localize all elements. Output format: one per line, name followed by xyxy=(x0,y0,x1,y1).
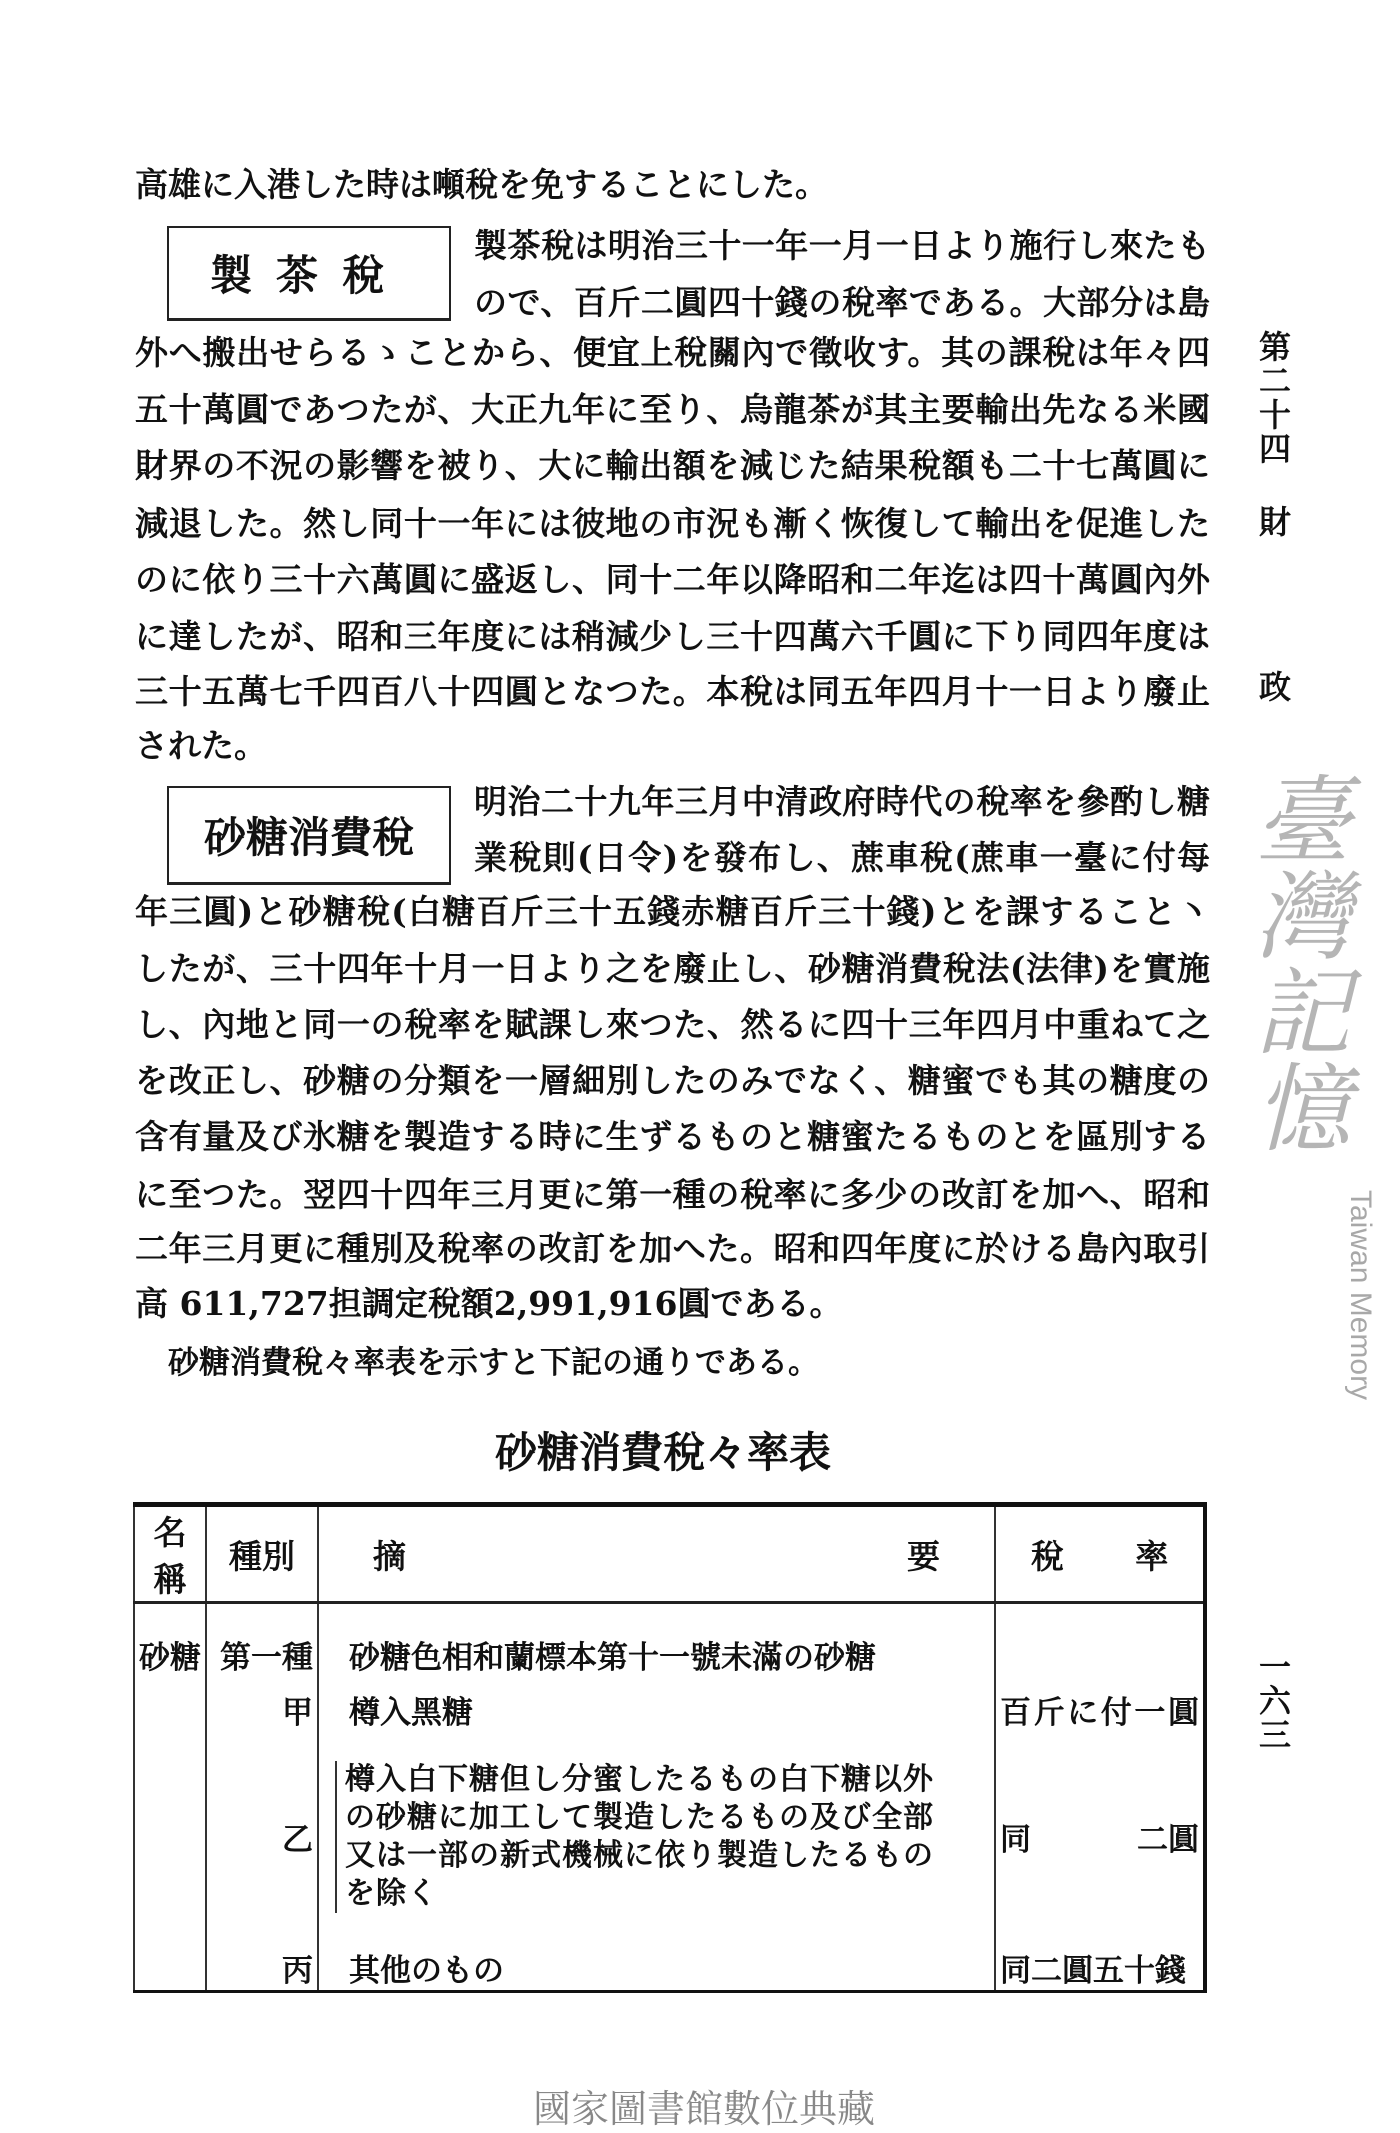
text-line: された。 xyxy=(135,726,267,765)
text-line: ので、百斤二圓四十錢の稅率である。大部分は島 xyxy=(474,283,1210,322)
tax-rate-table xyxy=(133,1502,1207,1993)
tea-tax-heading: 製茶稅 xyxy=(167,226,451,321)
text-line: 含有量及び氷糖を製造する時に生ずるものと糖蜜たるものとを區別する xyxy=(135,1117,1211,1156)
text-line: 明治二十九年三月中清政府時代の稅率を參酌し糖 xyxy=(474,782,1211,821)
text-line: し、內地と同一の稅率を賦課し來つた、然るに四十三年四月中重ねて之 xyxy=(135,1005,1210,1044)
text-line: 年三圓)と砂糖稅(白糖百斤三十五錢赤糖百斤三十錢)とを課すること丶 xyxy=(135,892,1210,931)
cell-kind: 丙 xyxy=(206,1931,318,1992)
text-line: を改正し、砂糖の分類を一層細別したのみでなく、糖蜜でも其の糖度の xyxy=(135,1061,1210,1100)
table-row xyxy=(134,1603,1205,1678)
header-kind: 種別 xyxy=(206,1505,318,1603)
cell-summary: 其他のもの xyxy=(318,1931,995,1992)
cell-kind: 第一種 xyxy=(206,1603,318,1678)
cell-kind: 甲 xyxy=(206,1677,318,1741)
cell-name: 砂糖 xyxy=(134,1603,206,1678)
table-row xyxy=(134,1741,1205,1931)
text-line: 五十萬圓であつたが、大正九年に至り、烏龍茶が其主要輸出先なる米國 xyxy=(135,390,1211,429)
text-line: 減退した。然し同十一年には彼地の市況も漸く恢復して輸出を促進した xyxy=(135,504,1211,543)
cell-summary: 樽入黑糖 xyxy=(318,1677,995,1741)
header-name: 名稱 xyxy=(134,1505,206,1603)
sugar-tax-heading: 砂糖消費稅 xyxy=(167,786,451,885)
cell-rate: 同 二圓 xyxy=(995,1741,1205,1931)
cell-name xyxy=(134,1677,206,1741)
footer-credit: 國家圖書館數位典藏 xyxy=(532,2087,875,2131)
cell-summary: 砂糖色相和蘭標本第十一號未滿の砂糖 xyxy=(318,1603,995,1678)
text-line: 業稅則(日令)を發布し、蔗車稅(蔗車一臺に付每 xyxy=(474,838,1210,877)
cell-summary: 樽入白下糖但し分蜜したるもの白下糖以外の砂糖に加工して製造したるもの及び全部又は一部の新式機械に依り製造したるものを除く xyxy=(318,1741,995,1931)
cell-name xyxy=(134,1741,206,1931)
text-line: に至つた。翌四十四年三月更に第一種の稅率に多少の改訂を加へ、昭和 xyxy=(135,1175,1211,1214)
chapter-label: 第二十四 xyxy=(1254,330,1292,466)
text-line: 財界の不況の影響を被り、大に輸出額を減じた結果稅額も二十七萬圓に xyxy=(135,446,1211,485)
table-row xyxy=(134,1677,1205,1741)
table-intro: 砂糖消費稅々率表を示すと下記の通りである。 xyxy=(168,1345,819,1381)
section-label-a: 財 xyxy=(1254,505,1292,539)
text-line: したが、三十四年十月一日より之を廢止し、砂糖消費稅法(法律)を實施 xyxy=(135,949,1210,988)
header-rate: 稅 率 xyxy=(995,1505,1205,1603)
page-number: 一六三 xyxy=(1254,1650,1292,1752)
cell-rate xyxy=(995,1603,1205,1678)
cell-kind: 乙 xyxy=(206,1741,318,1931)
text-line: 二年三月更に種別及稅率の改訂を加へた。昭和四年度に於ける島內取引 xyxy=(135,1229,1210,1268)
table-header-row xyxy=(134,1505,1205,1603)
table-title: 砂糖消費稅々率表 xyxy=(494,1428,831,1477)
table-row xyxy=(134,1931,1205,1992)
text-line: 製茶稅は明治三十一年一月一日より施行し來たも xyxy=(474,226,1211,265)
header-summary: 摘 要 xyxy=(318,1505,995,1603)
section-label-b: 政 xyxy=(1254,670,1292,704)
cell-rate: 百斤に付一圓 xyxy=(995,1677,1205,1741)
text-line: 高 611,727担調定稅額2,991,916圓である。 xyxy=(135,1284,843,1323)
text-line: 三十五萬七千四百八十四圓となつた。本稅は同五年四月十一日より廢止 xyxy=(135,672,1211,711)
text-line: 外へ搬出せらるゝことから、便宜上稅關內で徵收す。其の課稅は年々四 xyxy=(135,333,1210,372)
text-line: に達したが、昭和三年度には稍減少し三十四萬六千圓に下り同四年度は xyxy=(135,617,1210,656)
text-line: 高雄に入港した時は噸稅を免することにした。 xyxy=(135,165,828,204)
cell-name xyxy=(134,1931,206,1992)
cell-rate: 同二圓五十錢 xyxy=(995,1931,1205,1992)
text-line: のに依り三十六萬圓に盛返し、同十二年以降昭和二年迄は四十萬圓內外 xyxy=(135,560,1210,599)
watermark: 臺灣記憶 xyxy=(1239,770,1351,1154)
watermark-sub: Taiwan Memory xyxy=(1344,1190,1377,1401)
